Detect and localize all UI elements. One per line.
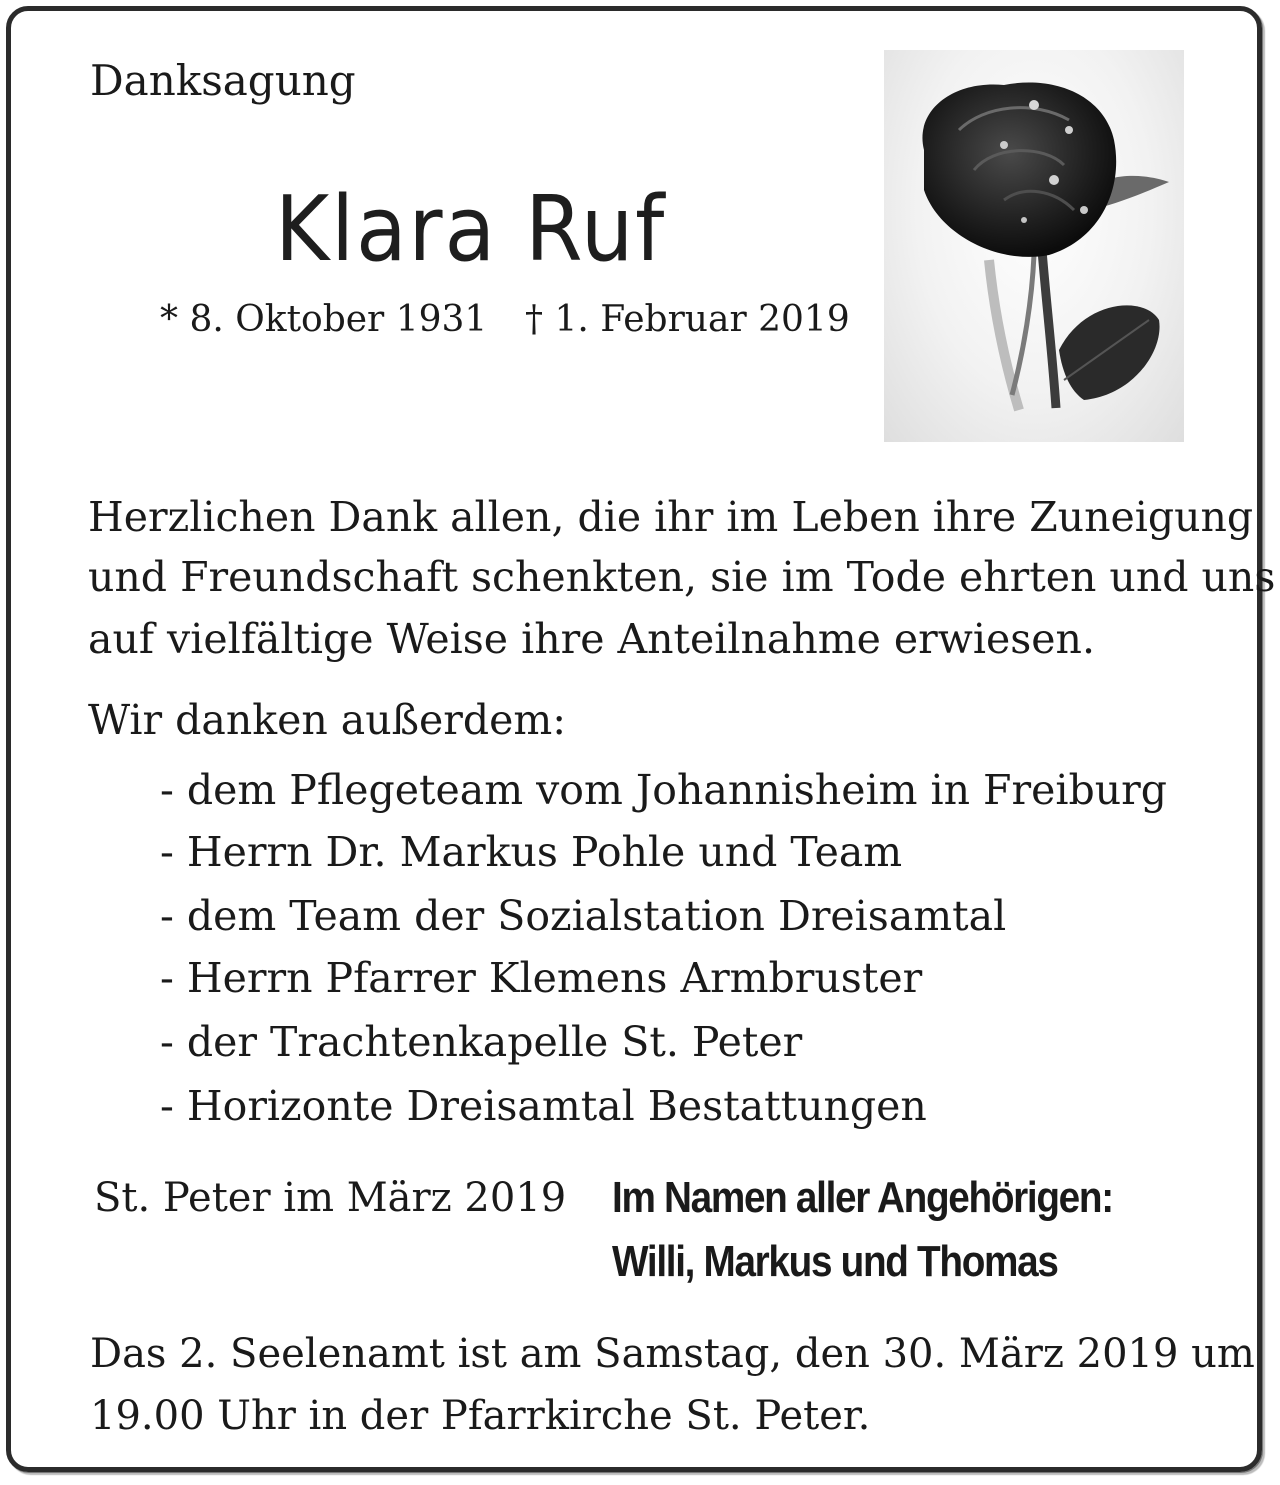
rose-photo (884, 50, 1184, 442)
thanks-paragraph-line: und Freundschaft schenkten, sie im Tode ehrten und uns (88, 553, 1276, 601)
signature-line: Willi, Markus und Thomas (612, 1237, 1058, 1286)
thanks-list-item: - dem Pflegeteam vom Johannisheim in Freiburg (160, 766, 1167, 814)
notice-heading: Danksagung (90, 56, 356, 105)
death-date: † 1. Februar 2019 (525, 299, 850, 340)
thanks-paragraph-line: auf vielfältige Weise ihre Anteilnahme erwiesen. (88, 615, 1095, 663)
place-date: St. Peter im März 2019 (94, 1175, 567, 1221)
birth-date: * 8. Oktober 1931 (160, 299, 488, 340)
mass-info-line: 19.00 Uhr in der Pfarrkirche St. Peter. (90, 1393, 871, 1439)
thanks-list-item: - der Trachtenkapelle St. Peter (160, 1018, 803, 1066)
thanks-paragraph-line: Herzlichen Dank allen, die ihr im Leben ihre Zuneigung (88, 493, 1254, 541)
thanks-list-item: - Horizonte Dreisamtal Bestattungen (160, 1082, 927, 1130)
signature-line: Im Namen aller Angehörigen: (612, 1173, 1113, 1222)
thanks-list-item: - dem Team der Sozialstation Dreisamtal (160, 892, 1007, 940)
thanks-intro: Wir danken außerdem: (88, 696, 567, 744)
thanks-list-item: - Herrn Dr. Markus Pohle und Team (160, 828, 903, 876)
mass-info-line: Das 2. Seelenamt ist am Samstag, den 30. März 2019 um (90, 1331, 1255, 1377)
thanks-list-item: - Herrn Pfarrer Klemens Armbruster (160, 954, 923, 1002)
deceased-name: Klara Ruf (275, 177, 667, 282)
